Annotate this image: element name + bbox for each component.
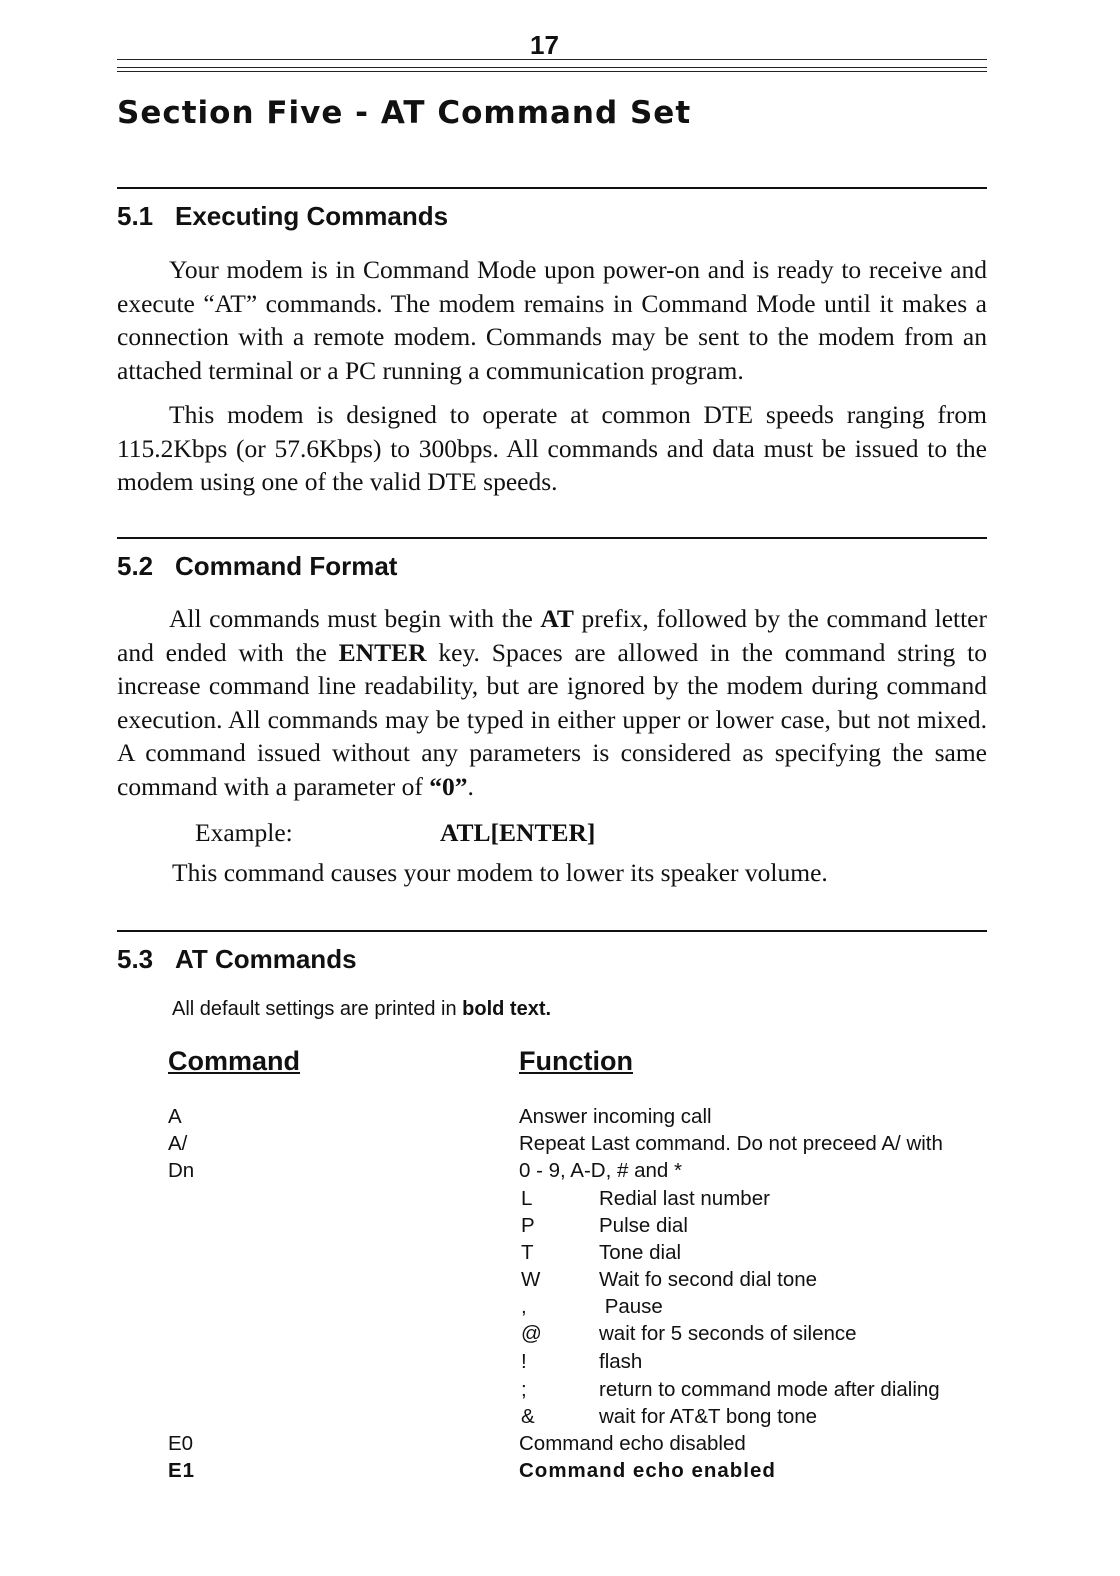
modifier-key: @ (521, 1322, 542, 1345)
command-code: A/ (168, 1132, 188, 1155)
subsection-title: Command Format (175, 551, 398, 581)
modifier-description: wait for AT&T bong tone (599, 1405, 818, 1428)
modifier-description: flash (599, 1350, 643, 1373)
defaults-note: All default settings are printed in bold text. (172, 998, 552, 1020)
example-label: Example: (195, 818, 293, 847)
command-row (0, 1132, 1120, 1159)
section-title: Section Five - AT Command Set (117, 95, 692, 131)
command-function: Command echo enabled (519, 1459, 776, 1482)
modifier-key: P (521, 1214, 535, 1237)
command-function: Repeat Last command. Do not preceed A/ with (519, 1132, 943, 1155)
example-description: This command causes your modem to lower its speaker volume. (172, 858, 828, 887)
dial-modifier-row (0, 1350, 1120, 1377)
paragraph: Your modem is in Command Mode upon power-on and is ready to receive and execute “AT” commands. The modem remains in Command Mode until it makes a connection with a remote modem. Commands may be sent to the modem from an attached terminal or a PC running a communication program. (117, 255, 987, 385)
command-function: Command echo disabled (519, 1432, 746, 1455)
modifier-description: Pulse dial (599, 1214, 688, 1237)
subsection-heading-5-1 (117, 201, 448, 232)
modifier-description: Tone dial (599, 1241, 682, 1264)
page-number: 17 (530, 30, 559, 60)
command-function: 0 - 9, A-D, # and * (519, 1159, 682, 1182)
modifier-key: L (521, 1187, 533, 1210)
dial-modifier-row (0, 1405, 1120, 1432)
dial-modifier-row (0, 1295, 1120, 1322)
command-code: E1 (168, 1459, 196, 1482)
dial-modifier-row (0, 1378, 1120, 1405)
subsection-title: Executing Commands (175, 201, 449, 231)
section-rule (117, 930, 987, 932)
column-header-command: Command (168, 1046, 301, 1076)
column-header-function: Function (519, 1046, 633, 1076)
command-row (0, 1432, 1120, 1459)
modifier-key: , (521, 1295, 527, 1318)
modifier-key: & (521, 1405, 535, 1428)
header-rule (117, 59, 987, 60)
section-rule (117, 537, 987, 539)
command-row (0, 1105, 1120, 1132)
dial-modifier-row (0, 1268, 1120, 1295)
paragraph: This modem is designed to operate at common DTE speeds ranging from 115.2Kbps (or 57.6Kbps) to 300bps. All commands and data must be issued to the modem using one of the valid DTE speeds. (117, 400, 987, 496)
command-code: A (168, 1105, 182, 1128)
section-rule (117, 187, 987, 189)
example-command: ATL[ENTER] (440, 818, 596, 847)
modifier-description: Wait fo second dial tone (599, 1268, 818, 1291)
paragraph: All commands must begin with the AT prefix, followed by the command letter and ended with the ENTER key. Spaces are allowed in the command string to increase command line readability, but are ignored by the modem during command execution. All commands may be typed in either upper or lower case, but not mixed. A command issued without any parameters is considered as specifying the same command with a parameter of “0”. (117, 604, 987, 801)
subsection-heading-5-3 (117, 944, 357, 975)
command-row (0, 1459, 1120, 1486)
example (195, 818, 596, 848)
modifier-description: Redial last number (599, 1187, 770, 1210)
command-code: Dn (168, 1159, 195, 1182)
command-row (0, 1159, 1120, 1186)
header-rule (117, 71, 987, 72)
subsection-heading-5-2 (117, 551, 397, 582)
modifier-key: T (521, 1241, 534, 1264)
dial-modifier-row (0, 1241, 1120, 1268)
modifier-key: ! (521, 1350, 527, 1373)
modifier-description: Pause (599, 1295, 663, 1318)
command-function: Answer incoming call (519, 1105, 712, 1128)
command-code: E0 (168, 1432, 194, 1455)
modifier-description: return to command mode after dialing (599, 1378, 940, 1401)
dial-modifier-row (0, 1214, 1120, 1241)
modifier-description: wait for 5 seconds of silence (599, 1322, 857, 1345)
subsection-title: AT Commands (175, 944, 357, 974)
subsection-number: 5.2 (117, 551, 154, 581)
header-rule (117, 67, 987, 68)
subsection-number: 5.3 (117, 944, 154, 974)
dial-modifier-row (0, 1187, 1120, 1214)
modifier-key: W (521, 1268, 541, 1291)
modifier-key: ; (521, 1378, 527, 1401)
subsection-number: 5.1 (117, 201, 154, 231)
dial-modifier-row (0, 1322, 1120, 1349)
